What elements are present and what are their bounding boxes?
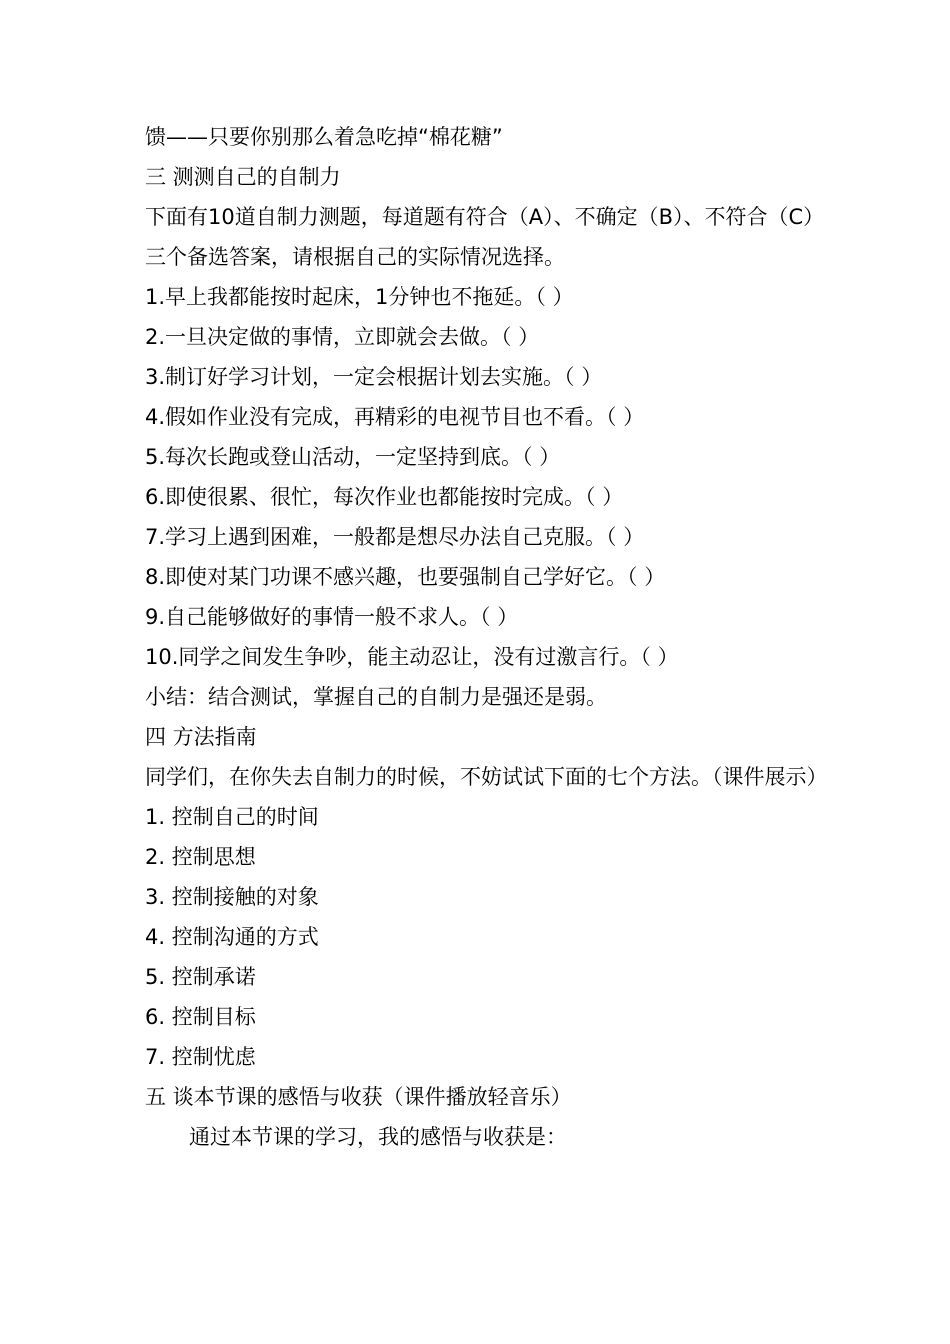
question-1: 1.早上我都能按时起床，1分钟也不拖延。（ ） [145,285,574,309]
question-2: 2.一旦决定做的事情，立即就会去做。（ ） [145,325,540,349]
question-7: 7.学习上遇到困难，一般都是想尽办法自己克服。（ ） [145,525,645,549]
section-title-4: 四 方法指南 [145,725,257,749]
question-9: 9.自己能够做好的事情一般不求人。（ ） [145,605,519,629]
section-title-5: 五 谈本节课的感悟与收获（课件播放轻音乐） [145,1085,572,1109]
summary-line: 小结：结合测试，掌握自己的自制力是强还是弱。 [145,685,607,709]
test-intro: 下面有10道自制力测题，每道题有符合（A）、不确定（B）、不符合（C）三个备选答案，请根据自己的实际情况选择。 [145,205,825,269]
method-4: 4. 控制沟通的方式 [145,925,319,949]
document-page [145,117,828,1157]
text-line-continuation: 馈——只要你别那么着急吃掉“棉花糖” [145,125,503,149]
method-5: 5. 控制承诺 [145,965,256,989]
method-1: 1. 控制自己的时间 [145,805,319,829]
question-4: 4.假如作业没有完成，再精彩的电视节目也不看。（ ） [145,405,645,429]
question-6: 6.即使很累、很忙，每次作业也都能按时完成。（ ） [145,485,624,509]
method-7: 7. 控制忧虑 [145,1045,256,1069]
question-5: 5.每次长跑或登山活动，一定坚持到底。（ ） [145,445,561,469]
question-3: 3.制订好学习计划，一定会根据计划去实施。（ ） [145,365,603,389]
method-2: 2. 控制思想 [145,845,256,869]
method-6: 6. 控制目标 [145,1005,256,1029]
question-8: 8.即使对某门功课不感兴趣，也要强制自己学好它。（ ） [145,565,666,589]
question-10: 10.同学之间发生争吵，能主动忍让，没有过激言行。（ ） [145,645,679,669]
methods-intro: 同学们，在你失去自制力的时候，不妨试试下面的七个方法。（课件展示） [145,765,828,789]
method-3: 3. 控制接触的对象 [145,885,319,909]
closing-line: 通过本节课的学习，我的感悟与收获是： [189,1125,567,1149]
section-title-3: 三 测测自己的自制力 [145,165,341,189]
